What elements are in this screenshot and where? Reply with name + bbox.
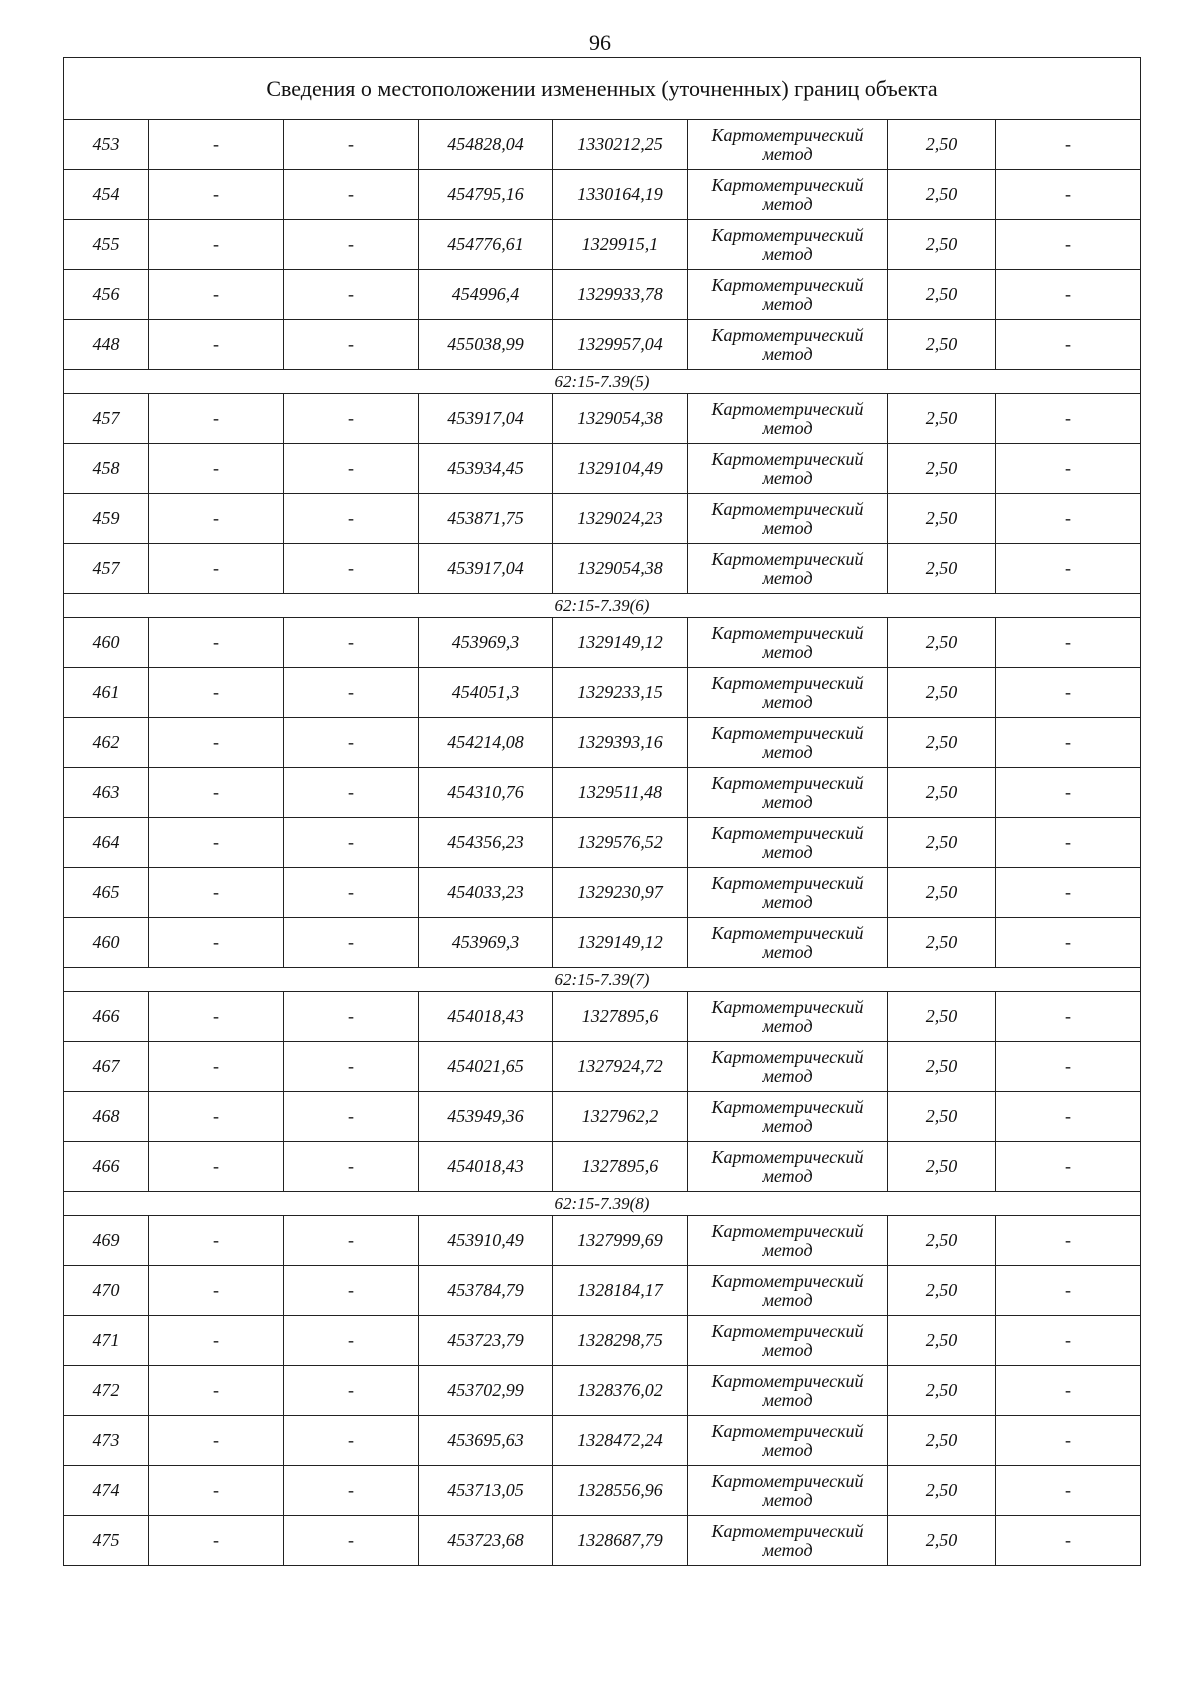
cell-point-number: 461: [64, 668, 149, 718]
cell-old-x: -: [149, 120, 284, 170]
table-row: [64, 394, 1141, 444]
cell-description: -: [996, 1142, 1141, 1192]
table-row: [64, 618, 1141, 668]
cell-new-x: 454828,04: [419, 120, 553, 170]
cell-old-y: -: [284, 394, 419, 444]
cell-old-x: -: [149, 868, 284, 918]
cell-point-number: 460: [64, 618, 149, 668]
cell-point-number: 455: [64, 220, 149, 270]
cell-method: Картометрический метод: [688, 918, 888, 968]
cell-old-x: -: [149, 544, 284, 594]
table-row: [64, 1516, 1141, 1566]
cell-new-x: 453784,79: [419, 1266, 553, 1316]
cell-description: -: [996, 868, 1141, 918]
cell-new-x: 453934,45: [419, 444, 553, 494]
section-header-row: [64, 370, 1141, 394]
cell-new-y: 1329933,78: [553, 270, 688, 320]
cell-description: -: [996, 768, 1141, 818]
cell-new-x: 454356,23: [419, 818, 553, 868]
cell-description: -: [996, 918, 1141, 968]
cell-old-x: -: [149, 618, 284, 668]
table-row: [64, 494, 1141, 544]
cell-point-number: 460: [64, 918, 149, 968]
table-row: [64, 992, 1141, 1042]
cell-description: -: [996, 718, 1141, 768]
cell-point-number: 466: [64, 992, 149, 1042]
table-row: [64, 1416, 1141, 1466]
cell-accuracy: 2,50: [888, 1516, 996, 1566]
cell-new-y: 1329054,38: [553, 394, 688, 444]
cell-accuracy: 2,50: [888, 1266, 996, 1316]
cell-new-x: 453917,04: [419, 544, 553, 594]
cell-old-y: -: [284, 868, 419, 918]
cell-new-y: 1329149,12: [553, 918, 688, 968]
cell-old-y: -: [284, 170, 419, 220]
cell-new-y: 1329104,49: [553, 444, 688, 494]
cell-point-number: 475: [64, 1516, 149, 1566]
table-row: [64, 544, 1141, 594]
cell-method: Картометрический метод: [688, 1142, 888, 1192]
cell-old-y: -: [284, 918, 419, 968]
cell-old-x: -: [149, 918, 284, 968]
cell-old-x: -: [149, 1416, 284, 1466]
table-row: [64, 1142, 1141, 1192]
cell-point-number: 471: [64, 1316, 149, 1366]
table-row: [64, 1216, 1141, 1266]
table-row: [64, 1042, 1141, 1092]
table-row: [64, 1466, 1141, 1516]
cell-old-x: -: [149, 1466, 284, 1516]
cell-method: Картометрический метод: [688, 618, 888, 668]
cell-method: Картометрический метод: [688, 1216, 888, 1266]
cell-accuracy: 2,50: [888, 1042, 996, 1092]
cell-new-y: 1328376,02: [553, 1366, 688, 1416]
section-label: 62:15-7.39(7): [64, 968, 1141, 992]
cell-point-number: 469: [64, 1216, 149, 1266]
cell-old-x: -: [149, 1042, 284, 1092]
cell-new-y: 1327924,72: [553, 1042, 688, 1092]
cell-new-x: 454996,4: [419, 270, 553, 320]
cell-new-x: 454021,65: [419, 1042, 553, 1092]
cell-method: Картометрический метод: [688, 1092, 888, 1142]
table-title-row: [64, 58, 1141, 120]
section-label: 62:15-7.39(5): [64, 370, 1141, 394]
table-title: Сведения о местоположении измененных (уточненных) границ объекта: [64, 58, 1141, 120]
section-label: 62:15-7.39(6): [64, 594, 1141, 618]
cell-new-y: 1329576,52: [553, 818, 688, 868]
cell-description: -: [996, 818, 1141, 868]
cell-method: Картометрический метод: [688, 270, 888, 320]
cell-point-number: 448: [64, 320, 149, 370]
cell-description: -: [996, 992, 1141, 1042]
cell-description: -: [996, 1092, 1141, 1142]
cell-description: -: [996, 1366, 1141, 1416]
cell-old-y: -: [284, 1366, 419, 1416]
cell-point-number: 465: [64, 868, 149, 918]
cell-old-x: -: [149, 1316, 284, 1366]
cell-method: Картометрический метод: [688, 818, 888, 868]
cell-new-x: 454310,76: [419, 768, 553, 818]
cell-accuracy: 2,50: [888, 220, 996, 270]
cell-accuracy: 2,50: [888, 1316, 996, 1366]
cell-old-x: -: [149, 718, 284, 768]
cell-accuracy: 2,50: [888, 668, 996, 718]
cell-new-x: 453871,75: [419, 494, 553, 544]
cell-accuracy: 2,50: [888, 868, 996, 918]
cell-accuracy: 2,50: [888, 1092, 996, 1142]
cell-old-y: -: [284, 1266, 419, 1316]
cell-method: Картометрический метод: [688, 718, 888, 768]
cell-new-y: 1329230,97: [553, 868, 688, 918]
cell-old-x: -: [149, 494, 284, 544]
cell-point-number: 453: [64, 120, 149, 170]
cell-old-y: -: [284, 992, 419, 1042]
cell-method: Картометрический метод: [688, 394, 888, 444]
cell-point-number: 474: [64, 1466, 149, 1516]
table-row: [64, 1092, 1141, 1142]
cell-new-x: 453695,63: [419, 1416, 553, 1466]
table-row: [64, 320, 1141, 370]
cell-old-y: -: [284, 618, 419, 668]
section-header-row: [64, 968, 1141, 992]
cell-old-x: -: [149, 768, 284, 818]
cell-accuracy: 2,50: [888, 270, 996, 320]
cell-old-x: -: [149, 444, 284, 494]
cell-new-y: 1329054,38: [553, 544, 688, 594]
table-row: [64, 918, 1141, 968]
cell-method: Картометрический метод: [688, 444, 888, 494]
cell-new-y: 1329957,04: [553, 320, 688, 370]
cell-new-y: 1327895,6: [553, 1142, 688, 1192]
cell-new-x: 453713,05: [419, 1466, 553, 1516]
cell-old-y: -: [284, 1142, 419, 1192]
cell-new-y: 1330212,25: [553, 120, 688, 170]
cell-new-x: 453723,68: [419, 1516, 553, 1566]
cell-accuracy: 2,50: [888, 544, 996, 594]
cell-old-x: -: [149, 1366, 284, 1416]
cell-description: -: [996, 1316, 1141, 1366]
cell-method: Картометрический метод: [688, 120, 888, 170]
cell-description: -: [996, 668, 1141, 718]
cell-method: Картометрический метод: [688, 1416, 888, 1466]
cell-new-y: 1328556,96: [553, 1466, 688, 1516]
cell-description: -: [996, 544, 1141, 594]
cell-method: Картометрический метод: [688, 1266, 888, 1316]
cell-point-number: 459: [64, 494, 149, 544]
cell-new-y: 1329393,16: [553, 718, 688, 768]
table-row: [64, 868, 1141, 918]
table-row: [64, 220, 1141, 270]
cell-description: -: [996, 444, 1141, 494]
table-row: [64, 668, 1141, 718]
table-body: [64, 58, 1141, 1566]
cell-old-x: -: [149, 320, 284, 370]
cell-point-number: 472: [64, 1366, 149, 1416]
cell-old-y: -: [284, 1042, 419, 1092]
cell-old-x: -: [149, 818, 284, 868]
cell-old-y: -: [284, 544, 419, 594]
cell-description: -: [996, 120, 1141, 170]
cell-description: -: [996, 494, 1141, 544]
cell-old-y: -: [284, 1466, 419, 1516]
cell-accuracy: 2,50: [888, 394, 996, 444]
cell-old-y: -: [284, 1216, 419, 1266]
cell-new-y: 1329511,48: [553, 768, 688, 818]
cell-new-x: 454018,43: [419, 992, 553, 1042]
cell-method: Картометрический метод: [688, 170, 888, 220]
section-header-row: [64, 1192, 1141, 1216]
cell-accuracy: 2,50: [888, 494, 996, 544]
cell-method: Картометрический метод: [688, 992, 888, 1042]
cell-old-y: -: [284, 494, 419, 544]
cell-old-y: -: [284, 1316, 419, 1366]
cell-method: Картометрический метод: [688, 668, 888, 718]
cell-description: -: [996, 1266, 1141, 1316]
cell-new-y: 1327999,69: [553, 1216, 688, 1266]
cell-description: -: [996, 170, 1141, 220]
cell-method: Картометрический метод: [688, 220, 888, 270]
cell-old-x: -: [149, 1216, 284, 1266]
cell-new-y: 1329233,15: [553, 668, 688, 718]
table-row: [64, 1266, 1141, 1316]
cell-description: -: [996, 270, 1141, 320]
cell-new-y: 1329149,12: [553, 618, 688, 668]
section-label: 62:15-7.39(8): [64, 1192, 1141, 1216]
cell-accuracy: 2,50: [888, 1216, 996, 1266]
cell-new-y: 1328687,79: [553, 1516, 688, 1566]
cell-new-y: 1328472,24: [553, 1416, 688, 1466]
table-row: [64, 818, 1141, 868]
cell-point-number: 462: [64, 718, 149, 768]
table-row: [64, 718, 1141, 768]
cell-new-x: 453969,3: [419, 918, 553, 968]
cell-description: -: [996, 618, 1141, 668]
cell-old-x: -: [149, 1266, 284, 1316]
cell-new-x: 453702,99: [419, 1366, 553, 1416]
cell-old-x: -: [149, 1092, 284, 1142]
cell-new-x: 455038,99: [419, 320, 553, 370]
cell-old-y: -: [284, 220, 419, 270]
cell-point-number: 454: [64, 170, 149, 220]
cell-description: -: [996, 1042, 1141, 1092]
cell-description: -: [996, 1416, 1141, 1466]
cell-description: -: [996, 220, 1141, 270]
cell-old-x: -: [149, 668, 284, 718]
cell-new-x: 454214,08: [419, 718, 553, 768]
cell-accuracy: 2,50: [888, 1142, 996, 1192]
cell-method: Картометрический метод: [688, 544, 888, 594]
cell-method: Картометрический метод: [688, 494, 888, 544]
cell-old-y: -: [284, 718, 419, 768]
cell-old-y: -: [284, 818, 419, 868]
boundary-coordinates-table: [63, 57, 1141, 1566]
cell-new-y: 1328184,17: [553, 1266, 688, 1316]
cell-new-y: 1327962,2: [553, 1092, 688, 1142]
table-row: [64, 170, 1141, 220]
cell-new-y: 1329915,1: [553, 220, 688, 270]
page-number: 96: [589, 30, 611, 55]
cell-old-x: -: [149, 1142, 284, 1192]
cell-method: Картометрический метод: [688, 768, 888, 818]
cell-old-y: -: [284, 120, 419, 170]
cell-old-x: -: [149, 394, 284, 444]
table-row: [64, 768, 1141, 818]
cell-description: -: [996, 320, 1141, 370]
table-row: [64, 1366, 1141, 1416]
cell-point-number: 457: [64, 544, 149, 594]
section-header-row: [64, 594, 1141, 618]
cell-description: -: [996, 1516, 1141, 1566]
cell-new-x: 454051,3: [419, 668, 553, 718]
cell-accuracy: 2,50: [888, 120, 996, 170]
cell-accuracy: 2,50: [888, 918, 996, 968]
cell-accuracy: 2,50: [888, 1466, 996, 1516]
cell-point-number: 458: [64, 444, 149, 494]
cell-method: Картометрический метод: [688, 1042, 888, 1092]
cell-method: Картометрический метод: [688, 1466, 888, 1516]
cell-point-number: 473: [64, 1416, 149, 1466]
cell-old-y: -: [284, 668, 419, 718]
cell-accuracy: 2,50: [888, 768, 996, 818]
cell-old-y: -: [284, 444, 419, 494]
cell-accuracy: 2,50: [888, 1416, 996, 1466]
cell-accuracy: 2,50: [888, 618, 996, 668]
cell-new-y: 1329024,23: [553, 494, 688, 544]
table-row: [64, 1316, 1141, 1366]
cell-point-number: 456: [64, 270, 149, 320]
cell-point-number: 470: [64, 1266, 149, 1316]
cell-old-y: -: [284, 1416, 419, 1466]
cell-old-x: -: [149, 992, 284, 1042]
cell-point-number: 468: [64, 1092, 149, 1142]
cell-old-y: -: [284, 320, 419, 370]
cell-point-number: 457: [64, 394, 149, 444]
cell-new-x: 453723,79: [419, 1316, 553, 1366]
cell-point-number: 463: [64, 768, 149, 818]
cell-point-number: 467: [64, 1042, 149, 1092]
cell-new-y: 1327895,6: [553, 992, 688, 1042]
cell-new-x: 454033,23: [419, 868, 553, 918]
cell-new-x: 454018,43: [419, 1142, 553, 1192]
cell-new-x: 454776,61: [419, 220, 553, 270]
cell-old-y: -: [284, 768, 419, 818]
cell-accuracy: 2,50: [888, 718, 996, 768]
cell-old-x: -: [149, 170, 284, 220]
cell-method: Картометрический метод: [688, 1366, 888, 1416]
cell-old-x: -: [149, 270, 284, 320]
cell-new-y: 1330164,19: [553, 170, 688, 220]
table-row: [64, 120, 1141, 170]
cell-method: Картометрический метод: [688, 1316, 888, 1366]
cell-new-x: 453910,49: [419, 1216, 553, 1266]
cell-description: -: [996, 1216, 1141, 1266]
cell-new-x: 453917,04: [419, 394, 553, 444]
cell-accuracy: 2,50: [888, 818, 996, 868]
cell-old-y: -: [284, 1092, 419, 1142]
cell-accuracy: 2,50: [888, 992, 996, 1042]
cell-description: -: [996, 394, 1141, 444]
cell-new-x: 453949,36: [419, 1092, 553, 1142]
cell-new-x: 453969,3: [419, 618, 553, 668]
cell-old-y: -: [284, 1516, 419, 1566]
cell-point-number: 464: [64, 818, 149, 868]
cell-description: -: [996, 1466, 1141, 1516]
cell-method: Картометрический метод: [688, 868, 888, 918]
cell-old-x: -: [149, 1516, 284, 1566]
cell-new-y: 1328298,75: [553, 1316, 688, 1366]
cell-point-number: 466: [64, 1142, 149, 1192]
table-row: [64, 444, 1141, 494]
cell-new-x: 454795,16: [419, 170, 553, 220]
cell-method: Картометрический метод: [688, 1516, 888, 1566]
table-row: [64, 270, 1141, 320]
cell-accuracy: 2,50: [888, 170, 996, 220]
cell-old-y: -: [284, 270, 419, 320]
cell-accuracy: 2,50: [888, 444, 996, 494]
cell-accuracy: 2,50: [888, 1366, 996, 1416]
cell-accuracy: 2,50: [888, 320, 996, 370]
cell-method: Картометрический метод: [688, 320, 888, 370]
cell-old-x: -: [149, 220, 284, 270]
